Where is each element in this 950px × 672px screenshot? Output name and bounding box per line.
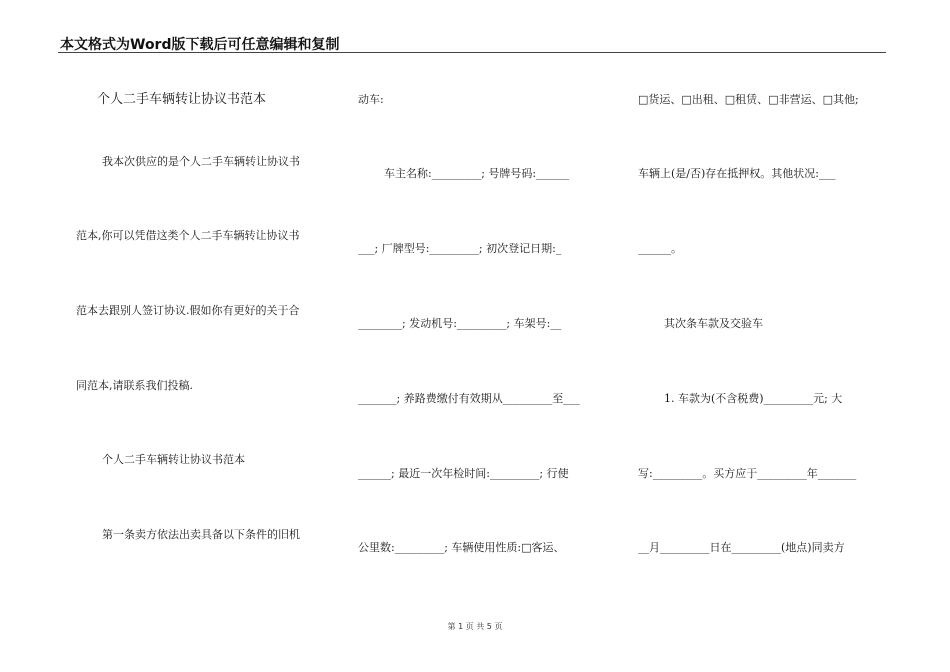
- page-number: 第 1 页 共 5 页: [447, 622, 503, 631]
- form-line-price-words: 写:_________。买方应于_________年_______: [638, 467, 857, 480]
- section-heading: 其次条车款及交验车: [664, 317, 763, 330]
- paragraph-line: 第一条卖方依法出卖具备以下条件的旧机: [102, 528, 300, 541]
- form-line-price: 1. 车款为(不含税费)_________元; 大: [664, 392, 843, 405]
- header-divider: [58, 52, 886, 53]
- form-line-date-place: __月_________日在_________(地点)同卖方: [638, 541, 845, 554]
- paragraph-line: 动车:: [358, 93, 384, 106]
- form-line-usage-options: □货运、□出租、□租赁、□非营运、□其他;: [638, 93, 859, 106]
- section-heading: 个人二手车辆转让协议书范本: [102, 453, 245, 466]
- form-line-road-fee: _______; 养路费缴付有效期从_________至___: [358, 392, 580, 405]
- paragraph-line: 我本次供应的是个人二手车辆转让协议书: [102, 155, 300, 168]
- form-line-owner-plate: 车主名称:_________; 号牌号码:______: [384, 167, 570, 180]
- form-line-engine-frame: ________; 发动机号:_________; 车架号:__: [358, 317, 562, 330]
- document-title: 个人二手车辆转让协议书范本: [97, 92, 267, 107]
- paragraph-line: 同范本,请联系我们投稿.: [76, 379, 193, 392]
- paragraph-line: 范本,你可以凭借这类个人二手车辆转让协议书: [76, 229, 300, 242]
- form-line-mortgage: 车辆上(是/否)存在抵押权。其他状况:___: [638, 167, 836, 180]
- form-line-other: ______。: [638, 242, 682, 255]
- form-line-inspection: ______; 最近一次年检时间:_________; 行使: [358, 467, 569, 480]
- form-line-model-date: ___; 厂牌型号:_________; 初次登记日期:_: [358, 242, 562, 255]
- paragraph-line: 范本去跟别人签订协议.假如你有更好的关于合: [76, 304, 300, 317]
- form-line-mileage-usage: 公里数:_________; 车辆使用性质:□客运、: [358, 541, 565, 554]
- document-banner: 本文格式为Word版下载后可任意编辑和复制: [60, 37, 340, 53]
